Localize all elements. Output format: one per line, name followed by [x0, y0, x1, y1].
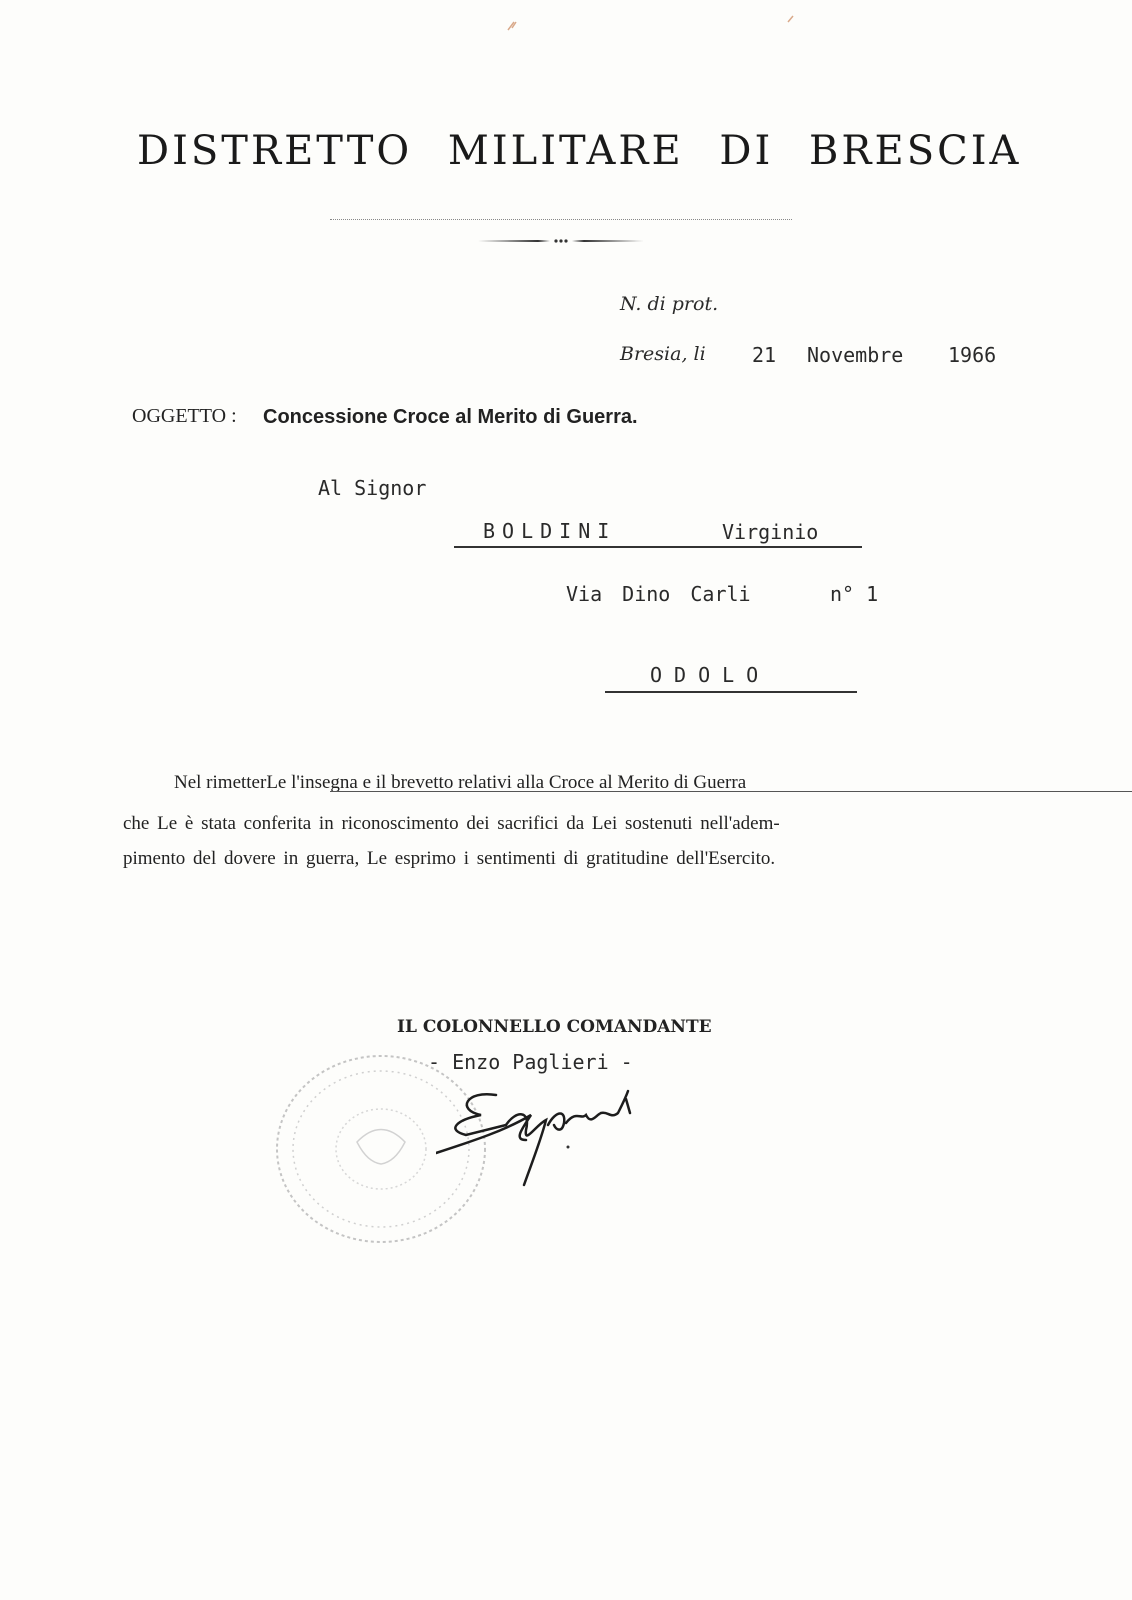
town-underline: [605, 691, 857, 693]
recipient-street: Via Dino Carli: [566, 582, 751, 606]
fold-line: [330, 791, 1132, 792]
signer-title: IL COLONNELLO COMANDANTE: [397, 1017, 712, 1037]
body-line-1: Nel rimetterLe l'insegna e il brevetto relativi alla Croce al Merito di Guerra: [174, 772, 747, 793]
protocol-label: N. di prot.: [620, 293, 719, 315]
date-day: 21: [752, 343, 777, 367]
recipient-first-name: Virginio: [722, 520, 819, 544]
recipient-town: ODOLO: [650, 663, 771, 687]
recipient-house-number: n° 1: [830, 582, 879, 606]
handwritten-signature: [436, 1085, 651, 1195]
title-dotted-rule: [330, 219, 792, 220]
body-line-2: che Le è stata conferita in riconoscimento dei sacrifici da Lei sostenuti nell'adem-: [123, 813, 780, 834]
ornament-divider: [478, 236, 644, 246]
document-title: DISTRETTO MILITARE DI BRESCIA: [137, 128, 1022, 174]
subject-label: OGGETTO :: [132, 405, 237, 427]
paper-specks: [0, 0, 1132, 60]
subject-text: Concessione Croce al Merito di Guerra.: [263, 406, 638, 428]
recipient-surname: BOLDINI: [483, 519, 617, 543]
recipient-salutation: Al Signor: [318, 476, 427, 500]
date-month: Novembre: [807, 343, 904, 367]
signer-name: - Enzo Paglieri -: [428, 1050, 633, 1074]
body-line-3: pimento del dovere in guerra, Le esprimo i sentimenti di gratitudine dell'Esercito.: [123, 848, 776, 869]
name-underline: [454, 546, 862, 548]
city-date-label: Bresia, li: [620, 343, 706, 365]
date-year: 1966: [948, 343, 997, 367]
